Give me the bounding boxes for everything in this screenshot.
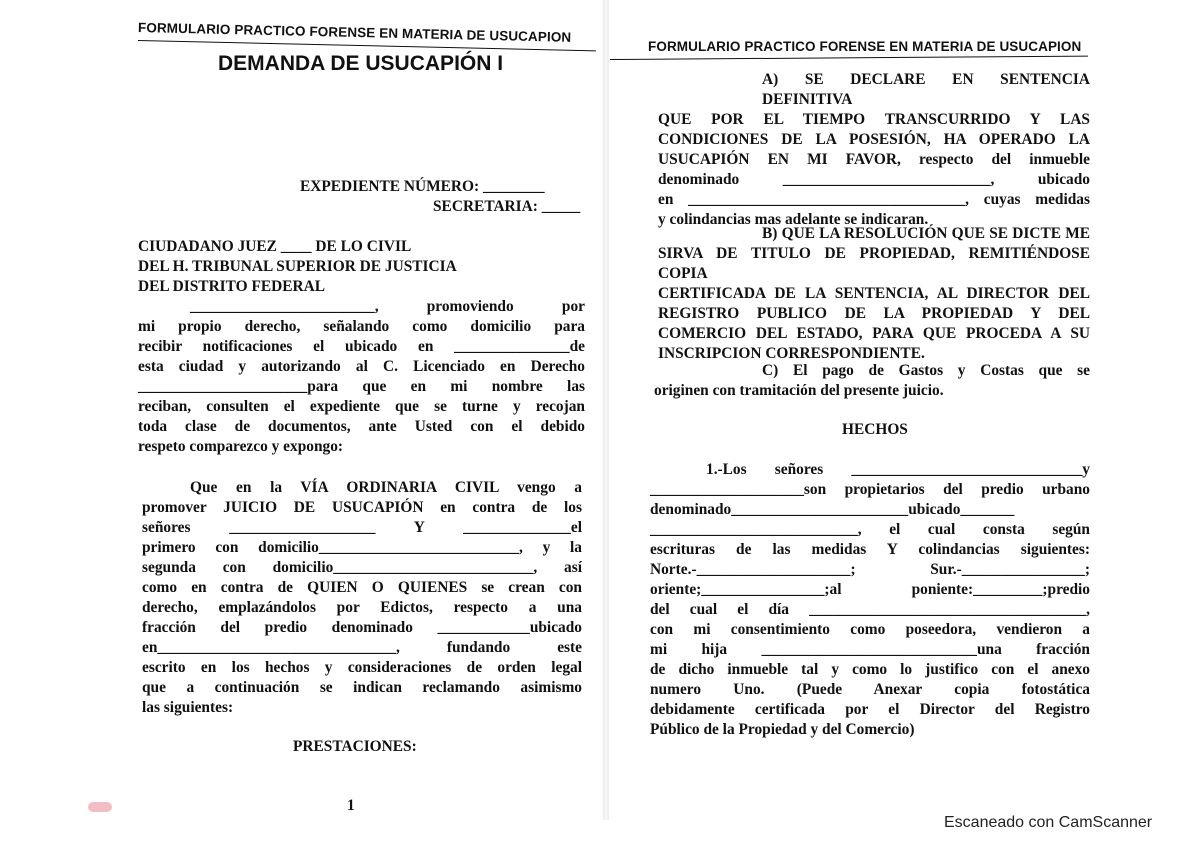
- page-number: 1: [347, 797, 355, 814]
- text-line: COMERCIO DEL ESTADO, PARA QUE PROCEDA A SU: [658, 325, 1090, 342]
- text-line: B) QUE LA RESOLUCIÓN QUE SE DICTE ME: [762, 225, 1090, 242]
- header-rule-right: [610, 56, 1088, 60]
- text-line: derecho, emplazándolos por Edictos, respecto a una: [142, 599, 582, 616]
- text-line: señores ___________________ Y ______________el: [142, 519, 582, 536]
- addressee-line: DEL DISTRITO FEDERAL: [138, 278, 326, 295]
- text-line: recibir notificaciones el ubicado en _______________de: [138, 338, 585, 355]
- text-line: mi hija ____________________________una fracción: [650, 641, 1090, 658]
- page-gutter: [603, 0, 609, 820]
- paragraph-promoviendo: [138, 297, 585, 457]
- prestaciones-heading: PRESTACIONES:: [293, 738, 417, 755]
- text-line: oriente;________________;al poniente:_________;predio: [650, 581, 1090, 598]
- text-line: en ____________________________________, cuyas medidas: [658, 191, 1090, 208]
- text-line: esta ciudad y autorizando al C. Licenciado en Derecho: [138, 358, 585, 375]
- text-line: promover JUICIO DE USUCAPIÓN en contra de los: [142, 499, 582, 516]
- text-line: denominado ___________________________, ubicado: [658, 171, 1090, 188]
- text-line: C) El pago de Gastos y Costas que se: [762, 362, 1090, 379]
- scan-smudge: [88, 802, 112, 812]
- text-line: Público de la Propiedad y del Comercio): [650, 721, 915, 738]
- text-line: que a continuación se indican reclamando asimismo: [142, 679, 582, 696]
- text-line: escrituras de las medidas Y colindancias siguientes:: [650, 541, 1090, 558]
- clause-a: [658, 70, 1090, 230]
- text-line: mi propio derecho, señalando como domicilio para: [138, 318, 585, 335]
- text-line: 1.-Los señores ______________________________y: [706, 461, 1090, 478]
- text-line: ____________________son propietarios del predio urbano: [650, 481, 1090, 498]
- clause-b: [658, 224, 1090, 364]
- text-line: Norte.-____________________; Sur.-________________;: [650, 561, 1090, 578]
- text-line: A) SE DECLARE EN SENTENCIA DEFINITIVA: [762, 71, 1090, 108]
- text-line: reciban, consulten el expediente que se turne y recojan: [138, 398, 585, 415]
- text-line: escrito en los hechos y consideraciones de orden legal: [142, 659, 582, 676]
- left-header: FORMULARIO PRACTICO FORENSE EN MATERIA DE USUCAPION: [137, 20, 572, 45]
- text-line: toda clase de documentos, ante Usted con el debido: [138, 418, 585, 435]
- text-line: SIRVA DE TITULO DE PROPIEDAD, REMITIÉNDOSE COPIA: [658, 245, 1090, 282]
- clause-c: [654, 361, 1090, 401]
- text-line: las siguientes:: [142, 699, 234, 716]
- text-line: CERTIFICADA DE LA SENTENCIA, AL DIRECTOR DEL: [658, 285, 1090, 302]
- hechos-heading: HECHOS: [842, 421, 908, 438]
- text-line: CONDICIONES DE LA POSESIÓN, HA OPERADO LA: [658, 131, 1090, 148]
- document-title: DEMANDA DE USUCAPIÓN I: [218, 52, 504, 75]
- expediente-field: EXPEDIENTE NÚMERO: ________: [300, 178, 545, 195]
- text-line: debidamente certificada por el Director del Registro: [650, 701, 1090, 718]
- text-line: QUE POR EL TIEMPO TRANSCURRIDO Y LAS: [658, 111, 1090, 128]
- text-line: ___________________________, el cual consta según: [650, 521, 1090, 538]
- text-line: fracción del predio denominado ____________ubicado: [142, 619, 582, 636]
- text-line: de dicho inmueble tal y como lo justifico con el anexo: [650, 661, 1090, 678]
- text-line: del cual el día ____________________________________,: [650, 601, 1090, 618]
- addressee-line: CIUDADANO JUEZ ____ DE LO CIVIL: [138, 238, 412, 255]
- text-line: en_______________________________, fundando este: [142, 639, 582, 656]
- paragraph-via-ordinaria: [142, 478, 582, 718]
- right-header: FORMULARIO PRACTICO FORENSE EN MATERIA DE USUCAPION: [648, 39, 1082, 54]
- text-line: numero Uno. (Puede Anexar copia fotostática: [650, 681, 1090, 698]
- text-line: como en contra de QUIEN O QUIENES se crean con: [142, 579, 582, 596]
- text-line: ________________________, promoviendo por: [190, 298, 585, 315]
- text-line: con mi consentimiento como poseedora, vendieron a: [650, 621, 1090, 638]
- right-page: [610, 0, 1200, 848]
- text-line: denominado_______________________ubicado_______: [650, 501, 1015, 518]
- text-line: originen con tramitación del presente juicio.: [654, 382, 944, 399]
- text-line: ______________________para que en mi nombre las: [138, 378, 585, 395]
- text-line: REGISTRO PUBLICO DE LA PROPIEDAD Y DEL: [658, 305, 1090, 322]
- text-line: y colindancias mas adelante se indicaran.: [658, 211, 929, 228]
- text-line: primero con domicilio__________________________, y la: [142, 539, 582, 556]
- text-line: respeto comparezco y expongo:: [138, 438, 344, 455]
- addressee-line: DEL H. TRIBUNAL SUPERIOR DE JUSTICIA: [138, 258, 457, 275]
- secretaria-field: SECRETARIA: _____: [433, 198, 581, 215]
- text-line: USUCAPIÓN EN MI FAVOR, respecto del inmueble: [658, 151, 1090, 168]
- scanner-watermark: Escaneado con CamScanner: [944, 814, 1153, 831]
- text-line: Que en la VÍA ORDINARIA CIVIL vengo a: [190, 479, 582, 496]
- hechos-paragraph: [650, 460, 1090, 740]
- text-line: INSCRIPCION CORRESPONDIENTE.: [658, 345, 925, 362]
- text-line: segunda con domicilio__________________________, así: [142, 559, 582, 576]
